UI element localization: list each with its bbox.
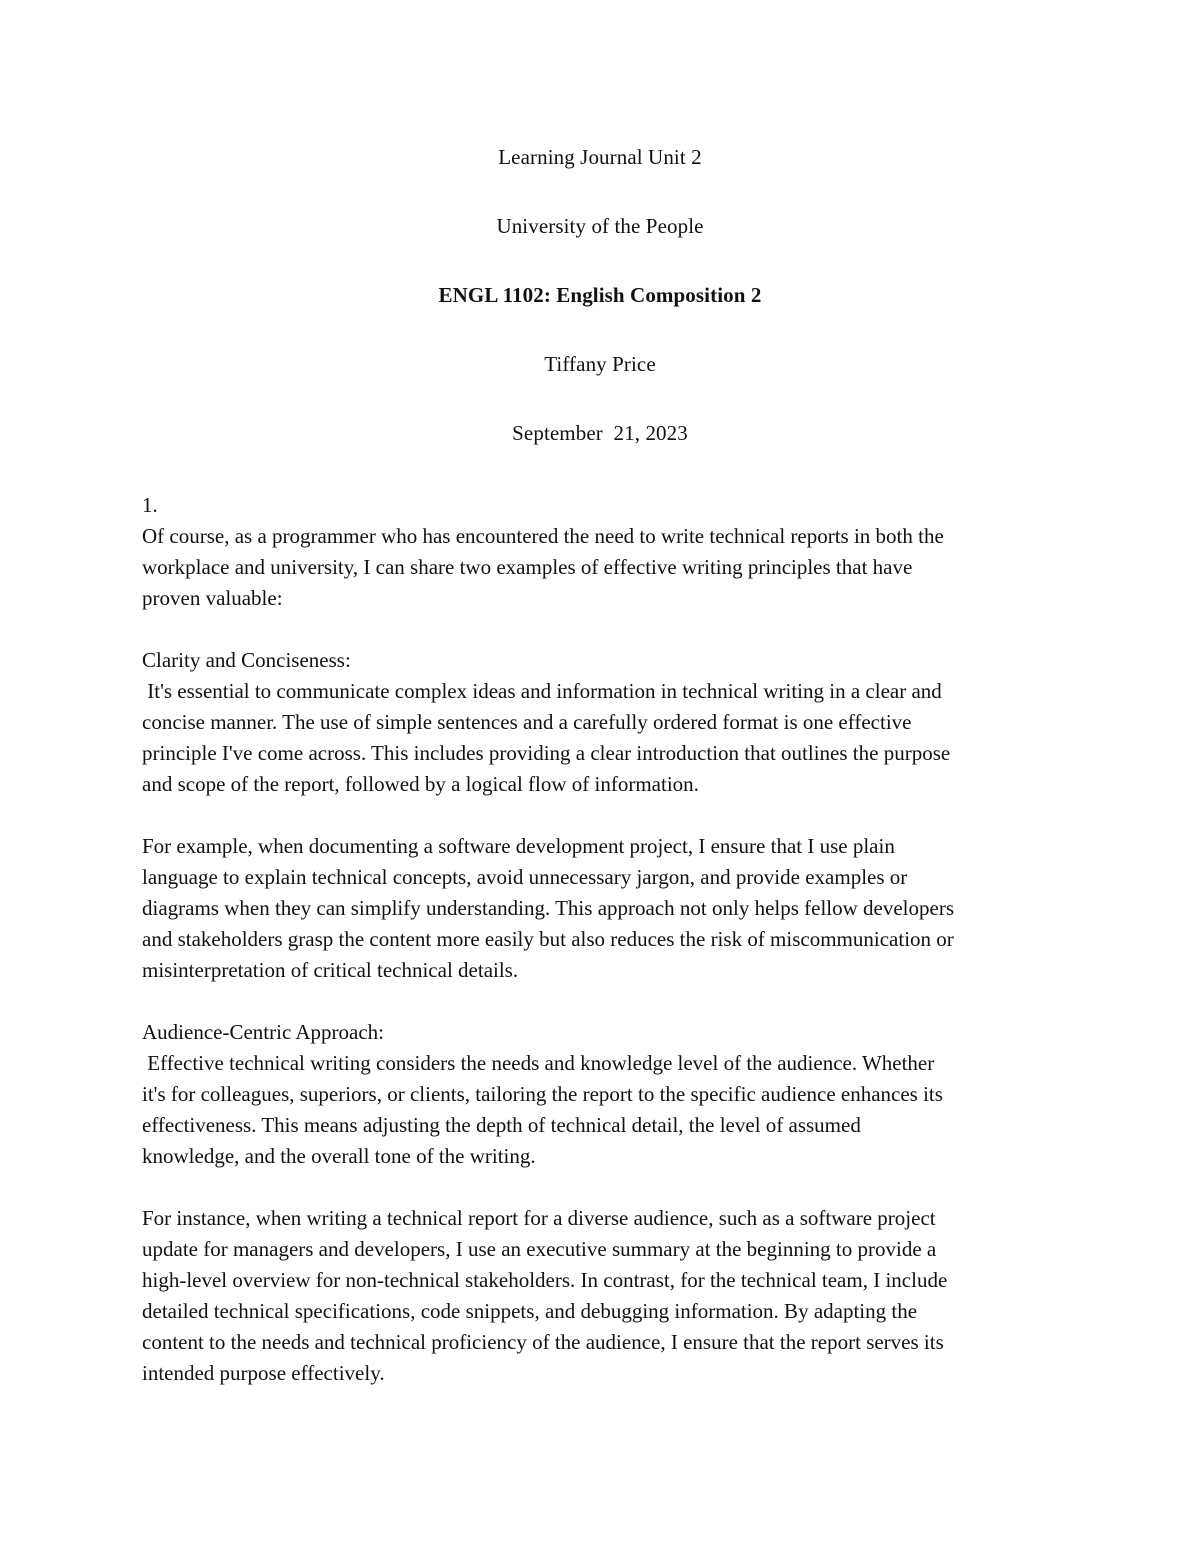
intro-paragraph [142, 521, 1057, 614]
clarity-example-line: and stakeholders grasp the content more easily but also reduces the risk of miscommunication or [142, 927, 954, 951]
clarity-example-line: diagrams when they can simplify understanding. This approach not only helps fellow developers [142, 896, 955, 920]
clarity-heading: Clarity and Conciseness: [142, 648, 351, 672]
journal-body [142, 490, 1057, 1389]
clarity-paragraph [142, 676, 1057, 800]
title-block [0, 142, 1200, 487]
clarity-example-line: For example, when documenting a software development project, I ensure that I use plain [142, 834, 895, 858]
course-name: ENGL 1102: English Composition 2 [438, 283, 762, 307]
clarity-example-line: language to explain technical concepts, avoid unnecessary jargon, and provide examples or [142, 865, 908, 889]
clarity-line: concise manner. The use of simple sentences and a carefully ordered format is one effective [142, 710, 912, 734]
paragraph-gap [142, 800, 1057, 831]
journal-title: Learning Journal Unit 2 [498, 145, 702, 169]
audience-example-paragraph [142, 1203, 1057, 1389]
audience-example-line: intended purpose effectively. [142, 1361, 385, 1385]
clarity-example-paragraph [142, 831, 1057, 986]
audience-line: effectiveness. This means adjusting the depth of technical detail, the level of assumed [142, 1113, 861, 1137]
audience-line: it's for colleagues, superiors, or clients, tailoring the report to the specific audience enhances its [142, 1082, 943, 1106]
clarity-line: It's essential to communicate complex ideas and information in technical writing in a clear and [142, 679, 942, 703]
author-name: Tiffany Price [544, 352, 656, 376]
clarity-line: principle I've come across. This includes providing a clear introduction that outlines the purpose [142, 741, 951, 765]
audience-example-line: content to the needs and technical proficiency of the audience, I ensure that the report serves its [142, 1330, 944, 1354]
paragraph-gap [142, 614, 1057, 645]
audience-example-line: high-level overview for non-technical stakeholders. In contrast, for the technical team, I include [142, 1268, 948, 1292]
audience-paragraph [142, 1048, 1057, 1172]
submission-date: September 21, 2023 [512, 421, 688, 445]
paragraph-gap [142, 1172, 1057, 1203]
audience-example-line: detailed technical specifications, code snippets, and debugging information. By adapting the [142, 1299, 918, 1323]
question-number: 1. [142, 493, 158, 517]
institution-name: University of the People [496, 214, 704, 238]
audience-example-line: update for managers and developers, I use an executive summary at the beginning to provide a [142, 1237, 937, 1261]
intro-line: Of course, as a programmer who has encountered the need to write technical reports in both the [142, 524, 944, 548]
intro-line: proven valuable: [142, 586, 283, 610]
audience-example-line: For instance, when writing a technical report for a diverse audience, such as a software project [142, 1206, 936, 1230]
audience-line: knowledge, and the overall tone of the writing. [142, 1144, 536, 1168]
clarity-example-line: misinterpretation of critical technical details. [142, 958, 519, 982]
audience-line: Effective technical writing considers the needs and knowledge level of the audience. Whether [142, 1051, 935, 1075]
intro-line: workplace and university, I can share two examples of effective writing principles that have [142, 555, 913, 579]
paragraph-gap [142, 986, 1057, 1017]
audience-heading: Audience-Centric Approach: [142, 1020, 384, 1044]
clarity-line: and scope of the report, followed by a logical flow of information. [142, 772, 699, 796]
